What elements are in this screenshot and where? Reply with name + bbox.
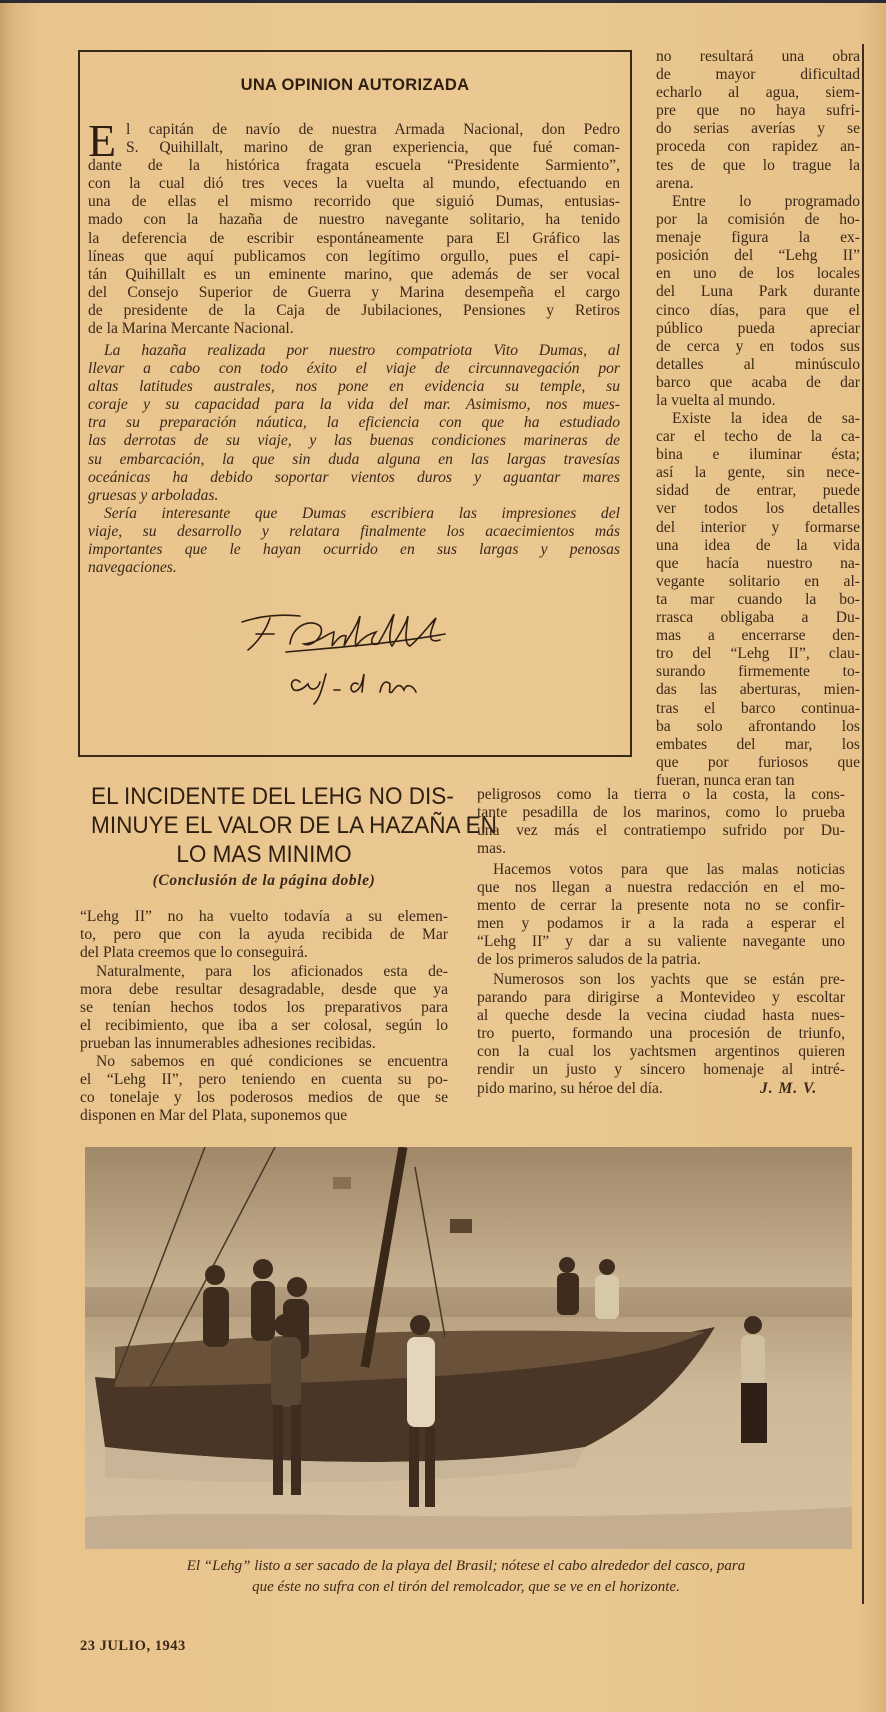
article-headline xyxy=(91,782,497,869)
text-line: mado con la hazaña de nuestro navegante solitario, ha tenido xyxy=(88,211,620,229)
opinion-quote-p1 xyxy=(88,342,620,505)
text-line: echarlo al agua, siem- xyxy=(656,84,860,102)
text-line: surando firmemente to- xyxy=(656,663,860,681)
right-column-p2 xyxy=(656,193,860,410)
text-line: ta mar cuando la bo- xyxy=(656,590,860,608)
text-line: una vez más el contratiempo sufrido por Du- xyxy=(477,822,845,840)
text-line: cinco días, para que el xyxy=(656,301,860,319)
text-line: al queche desde la vecina ciudad hasta nues- xyxy=(477,1007,845,1025)
text-line: “Lehg II” y dar a su valiente navegante uno xyxy=(477,933,845,951)
text-line: tro puerto, formando una procesión de triunfo, xyxy=(477,1025,845,1043)
article-left-p1 xyxy=(80,908,448,962)
signature-image xyxy=(230,604,490,714)
text-line: mento de cerrar la presente nota no se confir- xyxy=(477,897,845,915)
text-line: de presidente de la Caja de Jubilaciones, Pensiones y Retiros xyxy=(88,301,620,319)
text-line: la vuelta al mundo. xyxy=(656,392,776,410)
text-line: mas a encerrarse den- xyxy=(656,627,860,645)
article-right-p3 xyxy=(477,971,845,1098)
text-line: así la gente, sin nece- xyxy=(656,464,860,482)
text-line: las derrotas de su viaje, y las buenas condiciones marineras de xyxy=(88,432,620,450)
text-line: do serias averías y se xyxy=(656,120,860,138)
text-line: una de ellas el mismo recorrido que siguió Dumas, entusias- xyxy=(88,193,620,211)
text-line: público pueda apreciar xyxy=(656,319,860,337)
text-line: llevar a cabo con todo éxito el viaje de circunnavegación por xyxy=(88,360,620,378)
text-line: importantes que le hayan ocurrido en sus largas y penosas xyxy=(88,541,620,559)
text-line: del Consejo Superior de Guerra y Marina desempeña el cargo xyxy=(88,283,620,301)
text-line: tras el barco continua- xyxy=(656,699,860,717)
text-line: parando para dirigirse a Montevideo y escoltar xyxy=(477,989,845,1007)
text-line: con la cual dió tres veces la vuelta al mundo, efectuando en xyxy=(88,175,620,193)
text-line: de mayor dificultad xyxy=(656,66,860,84)
text-line: peligrosos como la tierra o la costa, la cons- xyxy=(477,786,845,803)
text-line: menaje figura la ex- xyxy=(656,229,860,247)
text-line: proceda con rapidez an- xyxy=(656,138,860,156)
drop-cap: E xyxy=(88,115,117,166)
text-line: men y podamos ir a la rada a esperar el xyxy=(477,915,845,933)
text-line: mas. xyxy=(477,840,507,858)
text-line: vegante solitario en al- xyxy=(656,572,860,590)
text-line: el “Lehg II”, pero teniendo en cuenta su po- xyxy=(80,1071,448,1089)
text-line: detalles al minúsculo xyxy=(656,355,860,373)
text-line: oceánicas ha debido soportar vientos duros y aguantar mares xyxy=(88,468,620,486)
text-line: del interior y formarse xyxy=(656,518,860,536)
text-line: Hacemos votos para que las malas noticias xyxy=(493,861,845,878)
text-line: arena. xyxy=(656,174,694,192)
article-author: J. M. V. xyxy=(760,1080,818,1097)
text-line: de los primeros saludos de la patria. xyxy=(477,951,701,969)
article-left-p2 xyxy=(80,963,448,1053)
text-line: líneas que aquí publicamos con legítimo orgullo, pues el capi- xyxy=(88,247,620,265)
text-line: fueran, nunca eran tan xyxy=(656,771,795,789)
text-line: gruesas y arboladas. xyxy=(88,486,219,504)
text-line: de la Marina Mercante Nacional. xyxy=(88,320,294,338)
text-line: por la comisión de ho- xyxy=(656,211,860,229)
text-line: prueban las innumerables adhesiones recibidas. xyxy=(80,1035,376,1053)
flag xyxy=(333,1177,351,1189)
opinion-box xyxy=(78,50,632,757)
text-line: tra su preparación náutica, la eficiencia con que ha estudiado xyxy=(88,414,620,432)
opinion-title: UNA OPINION AUTORIZADA xyxy=(240,76,470,94)
text-line: pido marino, su héroe del día. xyxy=(477,1079,663,1097)
text-line: Sería interesante que Dumas escribiera las impresiones del xyxy=(104,505,620,522)
boat-photo xyxy=(85,1147,852,1549)
text-line: to, pero que con la ayuda recibida de Mar xyxy=(80,926,448,944)
text-line: coraje y su capacidad para la vida del mar. Asimismo, nos mues- xyxy=(88,396,620,414)
opinion-intro xyxy=(88,115,620,338)
text-line: que hacía nuestro na- xyxy=(656,554,860,572)
opinion-quote-p2 xyxy=(88,505,620,577)
text-line: Entre lo programado xyxy=(672,193,860,210)
text-line: tes de que lo trague la xyxy=(656,156,860,174)
text-line: rrasca obligaba a Du- xyxy=(656,609,860,627)
flag xyxy=(450,1219,472,1233)
text-line: embates del mar, los xyxy=(656,735,860,753)
article-right-p2 xyxy=(477,861,845,970)
text-line: Naturalmente, para los aficionados esta de- xyxy=(96,963,448,980)
text-line: sidad de entrar, puede xyxy=(656,482,860,500)
column-rule xyxy=(862,44,864,1604)
text-line: disponen en Mar del Plata, suponemos que xyxy=(80,1107,348,1125)
text-line: posición del “Lehg II” xyxy=(656,247,860,265)
text-line: Numerosos son los yachts que se están pre- xyxy=(493,971,845,988)
text-line: se tenían hechos todos los preparativos para xyxy=(80,999,448,1017)
page-date: 23 JULIO, 1943 xyxy=(80,1638,186,1654)
text-line: co tonelaje y los poderosos medios de que se xyxy=(80,1089,448,1107)
text-line: una idea de la vida xyxy=(656,536,860,554)
text-line: No sabemos en qué condiciones se encuentra xyxy=(96,1053,448,1070)
text-line: en uno de los locales xyxy=(656,265,860,283)
caption-line: El “Lehg” listo a ser sacado de la playa del Brasil; nótese el cabo alrededor del casco, para xyxy=(186,1558,746,1574)
text-line: bina e iluminar ésta; xyxy=(656,446,860,464)
text-line: el recibimiento, que iba a ser colosal, según lo xyxy=(80,1017,448,1035)
text-line: del Plata creemos que lo conseguirá. xyxy=(80,944,308,962)
right-column-p1 xyxy=(656,48,860,193)
text-line: dante de la histórica fragata escuela “Presidente Sarmiento”, xyxy=(88,157,620,175)
text-line: Existe la idea de sa- xyxy=(672,410,860,427)
caption-line: que éste no sufra con el tirón del remolcador, que se ve en el horizonte. xyxy=(252,1579,680,1595)
text-line: de cerca y en todos sus xyxy=(656,337,860,355)
text-line: car el techo de la ca- xyxy=(656,428,860,446)
right-column-p3 xyxy=(656,410,860,790)
text-line: tante pesadilla de los marinos, como lo prueba xyxy=(477,804,845,822)
article-subtitle: (Conclusión de la página doble) xyxy=(152,872,376,889)
text-line: con la cual los yachtsmen argentinos quieren xyxy=(477,1043,845,1061)
text-line: das las aberturas, mien- xyxy=(656,681,860,699)
headline-line: MINUYE EL VALOR DE LA HAZAÑA EN xyxy=(91,812,497,839)
scan-edge xyxy=(0,0,886,3)
text-line: la deferencia de escribir espontáneamente para El Gráfico las xyxy=(88,229,620,247)
text-line: que por furiosos que xyxy=(656,753,860,771)
text-line: altas latitudes australes, nos pone en evidencia su temple, su xyxy=(88,378,620,396)
text-line: La hazaña realizada por nuestro compatriota Vito Dumas, al xyxy=(104,342,620,359)
photo-caption xyxy=(80,1556,852,1598)
article-right-p1 xyxy=(477,786,845,858)
text-line: viaje, su desarrollo y relatara finalmente los acaecimientos más xyxy=(88,523,620,541)
article-left-p3 xyxy=(80,1053,448,1125)
headline-line: EL INCIDENTE DEL LEHG NO DIS- xyxy=(91,783,454,810)
text-line: l capitán de navío de nuestra Armada Nacional, don Pedro xyxy=(126,121,620,138)
text-line: navegaciones. xyxy=(88,559,177,577)
text-line: “Lehg II” no ha vuelto todavía a su elemen- xyxy=(80,908,448,925)
text-line: tán Quihillalt es un eminente marino, que además de ser vocal xyxy=(88,265,620,283)
text-line: S. Quihillalt, marino de gran experiencia, que fué coman- xyxy=(126,139,620,157)
text-line: ba solo afrontando los xyxy=(656,717,860,735)
text-line: del Luna Park durante xyxy=(656,283,860,301)
text-line: rendir un justo y sincero homenaje al intré- xyxy=(477,1061,845,1079)
text-line: no resultará una obra xyxy=(656,48,860,65)
text-line: tro del “Lehg II”, clau- xyxy=(656,645,860,663)
headline-line: LO MAS MINIMO xyxy=(176,841,352,868)
text-line: barco que acaba de dar xyxy=(656,373,860,391)
text-line: mora debe resultar desagradable, desde que ya xyxy=(80,981,448,999)
text-line: su embarcación, la que sin duda alguna en las largas travesías xyxy=(88,450,620,468)
text-line: que nos llegan a nuestra redacción en el mo- xyxy=(477,879,845,897)
text-line: ver todos los detalles xyxy=(656,500,860,518)
text-line: pre que no haya sufri- xyxy=(656,102,860,120)
